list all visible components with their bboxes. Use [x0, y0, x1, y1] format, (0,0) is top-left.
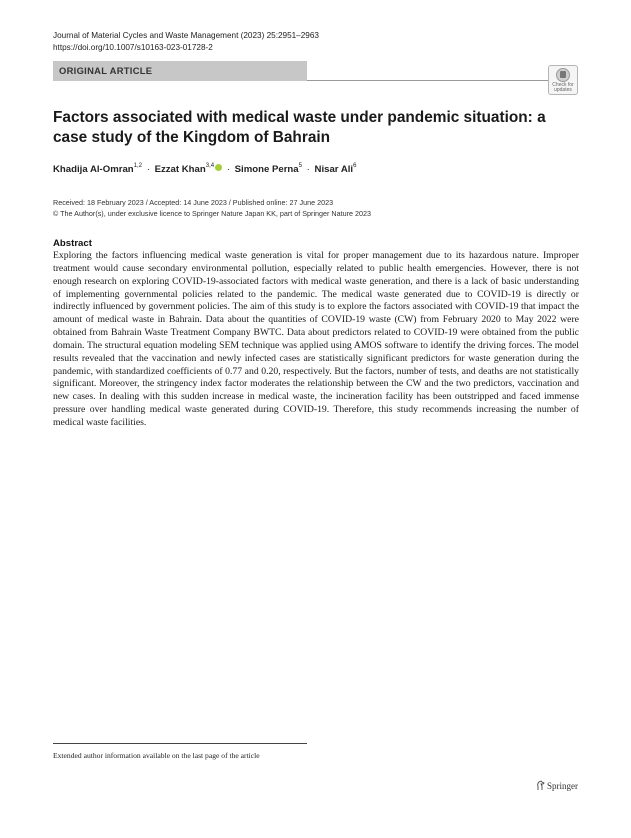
article-dates: [53, 197, 371, 219]
footnote-divider: [53, 743, 307, 744]
author-name[interactable]: Nisar Ali: [314, 164, 354, 175]
copyright-notice: © The Author(s), under exclusive licence to Springer Nature Japan KK, part of Springer Nature 2023: [53, 209, 371, 218]
abstract-body: Exploring the factors influencing medical waste generation is vital for proper management due to its hazardous nature. Improper treatment would cause secondary environmental pollution, especially related to public health emergencies. However, there is not enough research on exploring COVID-19-associated factors with medical waste generation, and there is a lack of basic understanding of implementing governmental policies related to the pandemic. The medical waste generated due to COVID-19 is directly or indirectly influenced by government policies. The aim of this study is to explore the factors associated with COVID-19 that impact the amount of medical waste in Bahrain. Data about the quantities of COVID-19 waste (CW) from February 2020 to May 2022 were obtained from Bahrain Waste Treatment Company BWTC. Data about predictors related to COVID-19 were obtained from the public domain. The structural equation modeling SEM technique was applied using AMOS software to identify the driving forces. The model results revealed that the vaccination and newly infected cases are statistically significant predictors for waste generation during the pandemic, with standardized coefficients of 0.77 and 0.20, respectively. But the factors, number of tests, and deaths are not statistically significant. Moreover, the stringency index factor moderates the relationship between the CW and the two predictors, vaccination and new cases. In dealing with this sudden increase in medical waste, the incineration facility has been outstripped and faced immense pressure over handling medical waste generated during COVID-19. Therefore, this study recommends increasing the number of medical waste facilities.: [53, 250, 579, 428]
article-type-divider: [307, 80, 578, 81]
article-type-banner: ORIGINAL ARTICLE: [53, 61, 307, 81]
springer-horse-icon: [536, 780, 545, 791]
author-separator: ·: [306, 164, 310, 175]
article-title: Factors associated with medical waste under pandemic situation: a case study of the Kingdom of Bahrain: [53, 109, 546, 146]
abstract-heading: Abstract: [53, 238, 92, 249]
author-separator: ·: [226, 164, 230, 175]
publisher-logo: [536, 780, 578, 791]
author-affiliation: 1,2: [133, 163, 143, 169]
check-for-updates-button[interactable]: [548, 65, 578, 95]
check-for-updates-line2: updates: [554, 87, 572, 94]
author-name[interactable]: Ezzat Khan: [154, 164, 206, 175]
journal-citation: Journal of Material Cycles and Waste Management (2023) 25:2951–2963: [53, 31, 319, 40]
doi-link[interactable]: https://doi.org/10.1007/s10163-023-01728-2: [53, 42, 213, 52]
check-for-updates-line1: Check for: [552, 82, 574, 88]
author-affiliation: 3,4: [205, 163, 215, 169]
publisher-name: Springer: [547, 781, 578, 791]
check-for-updates-icon: [556, 68, 570, 82]
author-list: [53, 163, 356, 175]
author-info-footnote: Extended author information available on the last page of the article: [53, 751, 260, 760]
author-affiliation: 6: [353, 163, 357, 169]
orcid-icon[interactable]: [215, 164, 222, 171]
author-name[interactable]: Simone Perna: [234, 164, 299, 175]
publication-history: Received: 18 February 2023 / Accepted: 14 June 2023 / Published online: 27 June 2023: [53, 198, 334, 207]
author-name[interactable]: Khadija Al-Omran: [53, 164, 134, 175]
journal-header: [53, 30, 319, 53]
author-separator: ·: [146, 164, 150, 175]
author-affiliation: 5: [298, 163, 302, 169]
